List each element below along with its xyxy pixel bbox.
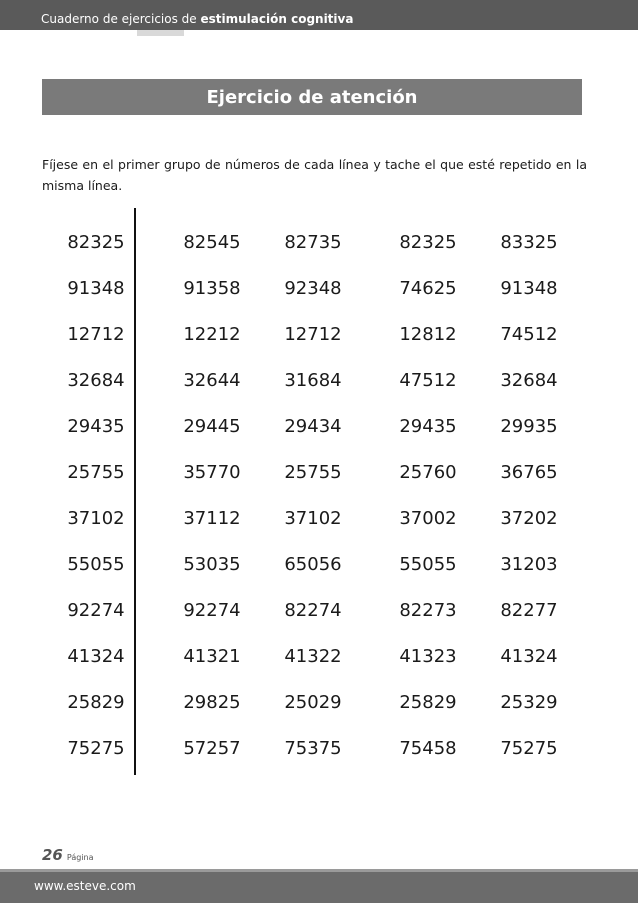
candidate-number[interactable]: 32684: [500, 370, 558, 391]
page-number: 26: [42, 846, 63, 864]
reference-number[interactable]: 12712: [67, 324, 125, 345]
reference-number[interactable]: 32684: [67, 370, 125, 391]
candidate-number[interactable]: 37112: [183, 508, 241, 529]
number-row: [0, 458, 638, 488]
candidate-number[interactable]: 41321: [183, 646, 241, 667]
header-title-prefix: Cuaderno de ejercicios de: [41, 12, 201, 26]
candidate-number[interactable]: 31684: [284, 370, 342, 391]
number-row: [0, 642, 638, 672]
exercise-title-bar: [42, 79, 582, 115]
candidate-number[interactable]: 12812: [399, 324, 457, 345]
reference-number[interactable]: 82325: [67, 232, 125, 253]
candidate-number[interactable]: 29435: [399, 416, 457, 437]
header-tab-accent: [137, 30, 184, 36]
candidate-number[interactable]: 29445: [183, 416, 241, 437]
reference-number[interactable]: 91348: [67, 278, 125, 299]
header-bar: [0, 0, 638, 30]
candidate-number[interactable]: 57257: [183, 738, 241, 759]
page-label: Página: [66, 853, 94, 862]
number-row: [0, 688, 638, 718]
candidate-number[interactable]: 74625: [399, 278, 457, 299]
candidate-number[interactable]: 37102: [284, 508, 342, 529]
candidate-number[interactable]: 25029: [284, 692, 342, 713]
candidate-number[interactable]: 82274: [284, 600, 342, 621]
exercise-title: Ejercicio de atención: [206, 86, 418, 108]
number-row: [0, 320, 638, 350]
reference-number[interactable]: 92274: [67, 600, 125, 621]
candidate-number[interactable]: 83325: [500, 232, 558, 253]
candidate-number[interactable]: 53035: [183, 554, 241, 575]
candidate-number[interactable]: 82277: [500, 600, 558, 621]
candidate-number[interactable]: 35770: [183, 462, 241, 483]
reference-number[interactable]: 41324: [67, 646, 125, 667]
footer-url-link[interactable]: www.esteve.com: [34, 879, 136, 893]
candidate-number[interactable]: 82735: [284, 232, 342, 253]
reference-number[interactable]: 25755: [67, 462, 125, 483]
candidate-number[interactable]: 92274: [183, 600, 241, 621]
candidate-number[interactable]: 82545: [183, 232, 241, 253]
candidate-number[interactable]: 92348: [284, 278, 342, 299]
candidate-number[interactable]: 29434: [284, 416, 342, 437]
number-row: [0, 366, 638, 396]
number-row: [0, 550, 638, 580]
candidate-number[interactable]: 25829: [399, 692, 457, 713]
candidate-number[interactable]: 25755: [284, 462, 342, 483]
candidate-number[interactable]: 91348: [500, 278, 558, 299]
candidate-number[interactable]: 65056: [284, 554, 342, 575]
candidate-number[interactable]: 75275: [500, 738, 558, 759]
number-row: [0, 504, 638, 534]
candidate-number[interactable]: 36765: [500, 462, 558, 483]
candidate-number[interactable]: 32644: [183, 370, 241, 391]
footer-bar: [0, 869, 638, 903]
page-footer: [42, 845, 94, 864]
candidate-number[interactable]: 37002: [399, 508, 457, 529]
candidate-number[interactable]: 31203: [500, 554, 558, 575]
exercise-instructions: Fíjese en el primer grupo de números de cada línea y tache el que esté repetido en la misma línea.: [42, 157, 587, 193]
candidate-number[interactable]: 55055: [399, 554, 457, 575]
candidate-number[interactable]: 47512: [399, 370, 457, 391]
candidate-number[interactable]: 82325: [399, 232, 457, 253]
candidate-number[interactable]: 25760: [399, 462, 457, 483]
header-title: [41, 12, 353, 26]
number-row: [0, 228, 638, 258]
candidate-number[interactable]: 75458: [399, 738, 457, 759]
candidate-number[interactable]: 37202: [500, 508, 558, 529]
number-row: [0, 412, 638, 442]
reference-number[interactable]: 25829: [67, 692, 125, 713]
number-row: [0, 596, 638, 626]
candidate-number[interactable]: 75375: [284, 738, 342, 759]
candidate-number[interactable]: 29935: [500, 416, 558, 437]
reference-number[interactable]: 55055: [67, 554, 125, 575]
candidate-number[interactable]: 82273: [399, 600, 457, 621]
number-row: [0, 734, 638, 764]
number-row: [0, 274, 638, 304]
candidate-number[interactable]: 74512: [500, 324, 558, 345]
footer-accent-line: [0, 869, 638, 872]
reference-number[interactable]: 75275: [67, 738, 125, 759]
candidate-number[interactable]: 29825: [183, 692, 241, 713]
reference-number[interactable]: 29435: [67, 416, 125, 437]
candidate-number[interactable]: 41323: [399, 646, 457, 667]
header-title-bold: estimulación cognitiva: [200, 12, 354, 26]
candidate-number[interactable]: 91358: [183, 278, 241, 299]
candidate-number[interactable]: 25329: [500, 692, 558, 713]
reference-number[interactable]: 37102: [67, 508, 125, 529]
candidate-number[interactable]: 41324: [500, 646, 558, 667]
candidate-number[interactable]: 12712: [284, 324, 342, 345]
candidate-number[interactable]: 12212: [183, 324, 241, 345]
candidate-number[interactable]: 41322: [284, 646, 342, 667]
